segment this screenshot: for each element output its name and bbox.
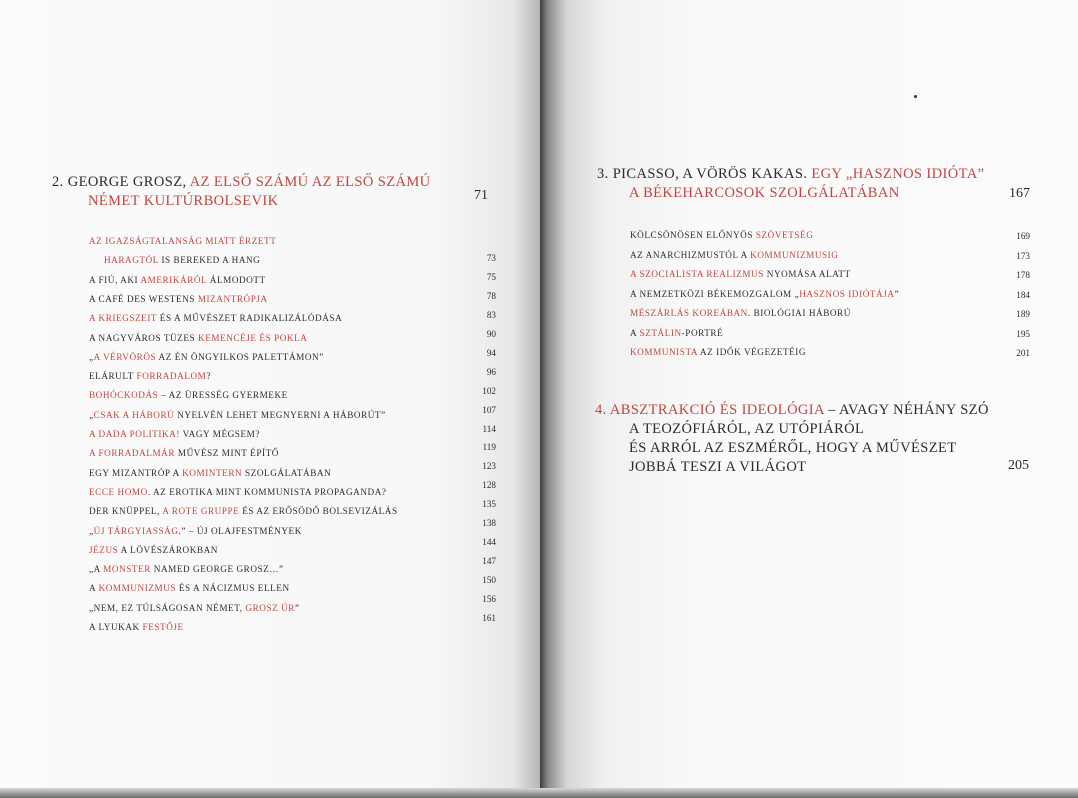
- toc-entry: [89, 448, 279, 458]
- entry-highlight: KEMENCÉJE ÉS POKLA: [198, 332, 308, 343]
- entry-page-number: 107: [482, 404, 496, 415]
- entry-text: AZ ÉN ÖNGYILKOS PALETTÁMON”: [156, 351, 324, 362]
- chapter-2-heading: [52, 173, 431, 192]
- entry-text: A NAGYVÁROS TÜZES: [89, 332, 199, 343]
- entry-page-number: 150: [482, 575, 496, 586]
- book-bottom-edge: [0, 788, 1078, 798]
- entry-text: ÉS A NÁCIZMUS ELLEN: [176, 583, 290, 594]
- toc-entry: [89, 506, 398, 516]
- entry-text: ELÁRULT: [89, 371, 137, 382]
- chapter-4-line1-rest: – AVAGY NÉHÁNY SZÓ: [824, 402, 989, 418]
- toc-entry: [630, 347, 806, 357]
- entry-highlight: CSAK A HÁBORÚ: [93, 409, 175, 420]
- entry-highlight: KOMMUNIZMUSIG: [750, 249, 839, 260]
- entry-page-number: 102: [482, 385, 496, 396]
- entry-text: EGY MIZANTRÓP A: [89, 467, 183, 478]
- toc-entry: [89, 294, 268, 304]
- entry-page-number: 73: [486, 252, 496, 263]
- toc-entry: [89, 487, 387, 497]
- toc-entry: [89, 622, 184, 632]
- toc-entry: [89, 352, 324, 362]
- entry-highlight: SZTÁLIN: [639, 327, 682, 338]
- ink-dot: [914, 95, 917, 98]
- toc-entry: [630, 230, 813, 240]
- toc-entry: [89, 429, 260, 439]
- entry-text: NYELVÉN LEHET MEGNYERNI A HÁBORÚT”: [174, 409, 386, 420]
- entry-page-number: 144: [482, 537, 496, 548]
- entry-text: A LÖVÉSZÁROKBAN: [118, 544, 218, 555]
- entry-highlight: FORRADALOM: [136, 371, 207, 382]
- chapter-3-heading: [597, 165, 984, 184]
- entry-highlight: ÚJ TÁRGYIASSÁG: [93, 525, 179, 536]
- toc-entry: [89, 410, 386, 420]
- toc-entry: [630, 328, 723, 338]
- entry-text: AZ ANARCHIZMUSTÓL A: [630, 249, 751, 260]
- entry-text: A NEMZETKÖZI BÉKEMOZGALOM „: [630, 288, 800, 299]
- entry-text: DER KNÜPPEL,: [89, 506, 163, 517]
- entry-page-number: 184: [1016, 289, 1030, 300]
- chapter-2-prefix: 2. GEORGE GROSZ,: [52, 174, 190, 190]
- entry-page-number: 156: [482, 594, 496, 605]
- entry-text: NYOMÁSA ALATT: [763, 269, 851, 279]
- entry-page-number: 119: [482, 442, 496, 453]
- toc-entry: [89, 583, 290, 593]
- entry-text: .” – ÚJ OLAJFESTMÉNYEK: [178, 525, 302, 536]
- toc-entry: [89, 236, 276, 246]
- entry-page-number: 195: [1016, 328, 1030, 339]
- entry-highlight: HASZNOS IDIÓTÁJA: [799, 288, 895, 299]
- entry-highlight: KOMINTERN: [182, 467, 243, 478]
- entry-highlight: MONSTER: [103, 564, 151, 575]
- chapter-2-title-line1: AZ ELSŐ SZÁMÚ AZ ELSŐ SZÁMÚ: [189, 174, 431, 190]
- entry-text: ”: [894, 288, 900, 299]
- entry-text: „: [89, 525, 94, 536]
- entry-highlight: A KRIEGSZEIT: [89, 313, 157, 324]
- entry-text: A LYUKAK: [89, 622, 143, 632]
- entry-highlight: AZ IGAZSÁGTALANSÁG MIATT ÉRZETT: [89, 236, 277, 246]
- entry-text: – AZ ÜRESSÉG GYERMEKE: [158, 390, 288, 401]
- entry-highlight: FESTŐJE: [142, 622, 184, 632]
- entry-text: -PORTRÉ: [681, 327, 724, 338]
- entry-page-number: 123: [482, 461, 496, 472]
- chapter-3-page: 167: [1009, 186, 1030, 201]
- entry-highlight: A DADA POLITIKA!: [89, 429, 180, 439]
- entry-text: A CAFÉ DES WESTENS: [89, 293, 198, 304]
- toc-entry: [89, 371, 211, 381]
- toc-entry: [89, 603, 300, 613]
- entry-text: „: [89, 409, 94, 420]
- entry-page-number: 178: [1016, 270, 1030, 280]
- entry-text: IS BEREKED A HANG: [158, 255, 261, 266]
- toc-entry: [104, 255, 260, 265]
- entry-text: „NEM, EZ TÚLSÁGOSAN NÉMET,: [89, 602, 246, 613]
- right-page: [540, 0, 1078, 798]
- entry-text: ÁLMODOTT: [206, 274, 266, 285]
- toc-entry: [89, 275, 266, 285]
- entry-text: . BIOLÓGIAI HÁBORÚ: [747, 308, 851, 318]
- entry-text: A FIÚ, AKI: [89, 274, 141, 285]
- chapter-4-line1: [595, 401, 989, 420]
- entry-page-number: 90: [486, 328, 496, 339]
- chapter-3-prefix: 3. PICASSO, A VÖRÖS KAKAS.: [597, 166, 812, 182]
- chapter-4-line2: A TEOZÓFIÁRÓL, AZ UTÓPIÁRÓL: [629, 421, 865, 437]
- toc-entry: [630, 289, 899, 299]
- entry-page-number: 94: [486, 347, 496, 358]
- entry-page-number: 201: [1016, 348, 1030, 358]
- chapter-3-title-line2: A BÉKEHARCOSOK SZOLGÁLATÁBAN: [629, 185, 900, 201]
- entry-highlight: MÉSZÁRLÁS KOREÁBAN: [630, 308, 748, 318]
- entry-text: ÉS A MŰVÉSZET RADIKALIZÁLÓDÁSA: [156, 313, 343, 324]
- entry-page-number: 96: [486, 366, 496, 377]
- entry-page-number: 138: [482, 518, 496, 529]
- chapter-4-line3: ÉS ARRÓL AZ ESZMÉRŐL, HOGY A MŰVÉSZET: [629, 440, 957, 456]
- entry-text: AZ IDŐK VÉGEZETÉIG: [697, 347, 807, 357]
- toc-entry: [630, 250, 838, 260]
- entry-highlight: A VÉRVÖRÖS: [93, 351, 157, 362]
- entry-page-number: 78: [486, 290, 496, 301]
- entry-text: NAMED GEORGE GROSZ…”: [150, 564, 284, 575]
- toc-entry: [89, 468, 331, 478]
- entry-text: MŰVÉSZ MINT ÉPÍTŐ: [175, 448, 279, 459]
- entry-page-number: 128: [482, 480, 496, 491]
- toc-entry: [89, 313, 342, 323]
- entry-highlight: A ROTE GRUPPE: [162, 506, 240, 517]
- chapter-3-title-line1: EGY „HASZNOS IDIÓTA”: [811, 166, 985, 182]
- entry-highlight: KOMMUNIZMUS: [98, 583, 177, 594]
- toc-entry: [630, 308, 851, 318]
- entry-text: . AZ EROTIKA MINT KOMMUNISTA PROPAGANDA?: [147, 486, 387, 497]
- entry-page-number: 114: [482, 423, 496, 434]
- entry-highlight: A SZOCIALISTA REALIZMUS: [630, 269, 764, 279]
- entry-text: KÖLCSÖNÖSEN ELŐNYÖS: [630, 230, 756, 240]
- entry-page-number: 83: [486, 309, 496, 320]
- chapter-2-page: 71: [474, 188, 488, 203]
- entry-page-number: 189: [1016, 309, 1030, 319]
- chapter-2-title-line2: NÉMET KULTÚRBOLSEVIK: [88, 193, 279, 209]
- entry-page-number: 169: [1016, 231, 1030, 241]
- entry-highlight: SZÖVETSÉG: [755, 230, 814, 240]
- toc-entry: [89, 526, 302, 536]
- entry-text: A: [630, 327, 640, 338]
- entry-highlight: JÉZUS: [89, 544, 119, 555]
- entry-page-number: 147: [482, 556, 496, 567]
- entry-text: „: [89, 351, 94, 362]
- chapter-4-page: 205: [1008, 458, 1029, 473]
- entry-highlight: MIZANTRÓPJA: [197, 293, 268, 304]
- entry-text: SZOLGÁLATÁBAN: [242, 467, 332, 478]
- entry-page-number: 173: [1016, 250, 1030, 261]
- toc-entry: [89, 564, 284, 574]
- entry-highlight: A FORRADALMÁR: [89, 448, 176, 459]
- toc-entry: [89, 390, 288, 400]
- toc-entry: [630, 269, 851, 279]
- entry-highlight: HARAGTÓL: [104, 255, 159, 266]
- chapter-4-title: 4. ABSZTRAKCIÓ ÉS IDEOLÓGIA: [595, 402, 825, 418]
- entry-page-number: 161: [482, 613, 496, 623]
- entry-text: ?: [206, 371, 212, 382]
- entry-page-number: 75: [486, 271, 496, 282]
- toc-entry: [89, 545, 218, 555]
- entry-text: A: [89, 583, 99, 594]
- entry-text: ”: [295, 602, 300, 613]
- entry-highlight: ECCE HOMO: [89, 486, 148, 497]
- entry-text: „A: [89, 564, 104, 575]
- entry-highlight: KOMMUNISTA: [630, 347, 698, 357]
- toc-entry: [89, 333, 307, 343]
- entry-highlight: GROSZ ÚR: [245, 602, 295, 613]
- entry-text: ÉS AZ ERŐSÖDŐ BOLSEVIZÁLÁS: [239, 506, 398, 517]
- entry-highlight: BOHÓCKODÁS: [89, 390, 159, 401]
- entry-page-number: 135: [482, 499, 496, 510]
- entry-highlight: AMERIKÁRÓL: [140, 274, 207, 285]
- chapter-4-line4: JOBBÁ TESZI A VILÁGOT: [629, 459, 807, 475]
- entry-text: VAGY MÉGSEM?: [179, 429, 260, 439]
